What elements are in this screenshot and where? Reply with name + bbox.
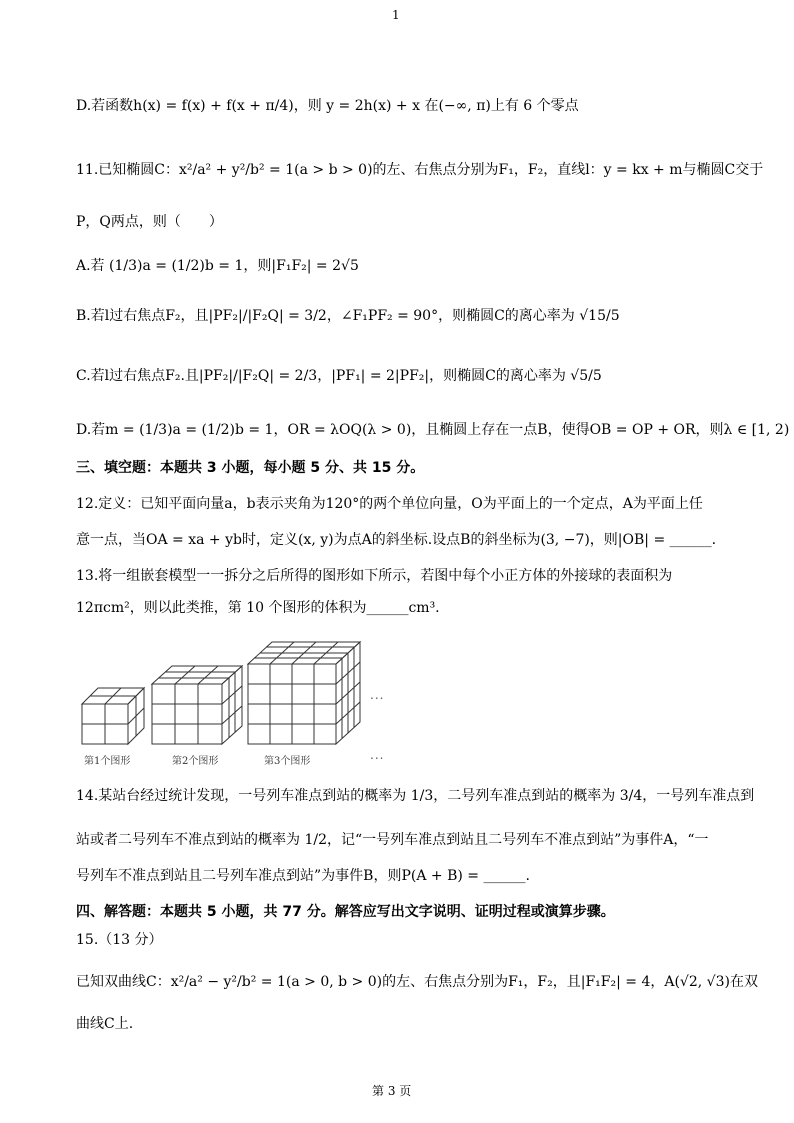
q15-line1: 已知双曲线C：x²/a² − y²/b² = 1(a > 0, b > 0)的左、右焦点分别为F₁，F₂，且|F₁F₂| = 4，A(√2, √3)在双 <box>76 974 758 990</box>
q11-option-b: B.若l过右焦点F₂，且|PF₂|/|F₂Q| = 3/2，∠F₁PF₂ = 90°，则椭圆C的离心率为 √15/5 <box>76 308 620 324</box>
figure-1-cube <box>82 688 144 744</box>
q11-option-d: D.若m = (1/3)a = (1/2)b = 1，OR = λOQ(λ > 0)，且椭圆上存在一点B，使得OB = OP + OR，则λ ∈ [1, 2) <box>76 422 790 438</box>
q11-option-a: A.若 (1/3)a = (1/2)b = 1，则|F₁F₂| = 2√5 <box>76 258 359 274</box>
q11-stem-line2: P，Q两点，则（ ） <box>76 214 223 230</box>
figure-3-cube <box>248 642 360 744</box>
page-footer-label: 第 3 页 <box>372 1084 412 1098</box>
q14-line2: 站或者二号列车不准点到站的概率为 1/2，记“一号列车准点到站且二号列车不准点到站”为事件A，“一 <box>76 832 709 848</box>
q12-line1: 12.定义：已知平面向量a，b表示夹角为120°的两个单位向量，O为平面上的一个定点，A为平面上任 <box>76 496 703 512</box>
q13-line2: 12πcm²，则以此类推，第 10 个图形的体积为______cm³. <box>76 600 440 616</box>
figure-2-cube <box>152 666 242 744</box>
q14-line1: 14.某站台经过统计发现，一号列车准点到站的概率为 1/3，二号列车准点到站的概率为 3/4，一号列车准点到 <box>76 788 755 804</box>
q15-line2: 曲线C上. <box>76 1016 134 1032</box>
section-3-title: 三、填空题：本题共 3 小题，每小题 5 分、共 15 分。 <box>76 460 425 476</box>
section-4-title: 四、解答题：本题共 5 小题，共 77 分。解答应写出文字说明、证明过程或演算步骤。 <box>76 904 615 920</box>
q13-ellipsis-top: ... <box>370 688 385 702</box>
q15-label: 15.（13 分） <box>76 932 163 948</box>
q10-option-d <box>76 96 734 116</box>
q10-option-d-text: D.若函数h(x) = f(x) + f(x + π/4)，则 y = 2h(x) + x 在(−∞, π)上有 6 个零点 <box>76 98 579 114</box>
q14-line3: 号列车不准点到站且二号列车准点到站”为事件B，则P(A + B) = ______. <box>76 868 530 884</box>
q11-option-c: C.若l过右焦点F₂.且|PF₂|/|F₂Q| = 2/3，|PF₁| = 2|PF₂|，则椭圆C的离心率为 √5/5 <box>76 368 602 384</box>
q13-caption-3: 第3个图形 <box>264 756 311 767</box>
q13-caption-2: 第2个图形 <box>172 756 219 767</box>
q11-stem-line1: 11.已知椭圆C：x²/a² + y²/b² = 1(a > b > 0)的左、右焦点分别为F₁，F₂，直线l：y = kx + m与椭圆C交于 <box>76 162 764 178</box>
q13-cube-figures <box>76 628 396 748</box>
page-top-number: 1 <box>392 8 400 22</box>
q13-ellipsis-bottom: ... <box>370 748 385 762</box>
q13-line1: 13.将一组嵌套模型一一拆分之后所得的图形如下所示，若图中每个小正方体的外接球的表面积为 <box>76 568 673 584</box>
q13-caption-1: 第1个图形 <box>84 756 131 767</box>
q12-line2: 意一点，当OA = xa + yb时，定义(x, y)为点A的斜坐标.设点B的斜坐标为(3, −7)，则|OB| = ______. <box>76 532 717 548</box>
